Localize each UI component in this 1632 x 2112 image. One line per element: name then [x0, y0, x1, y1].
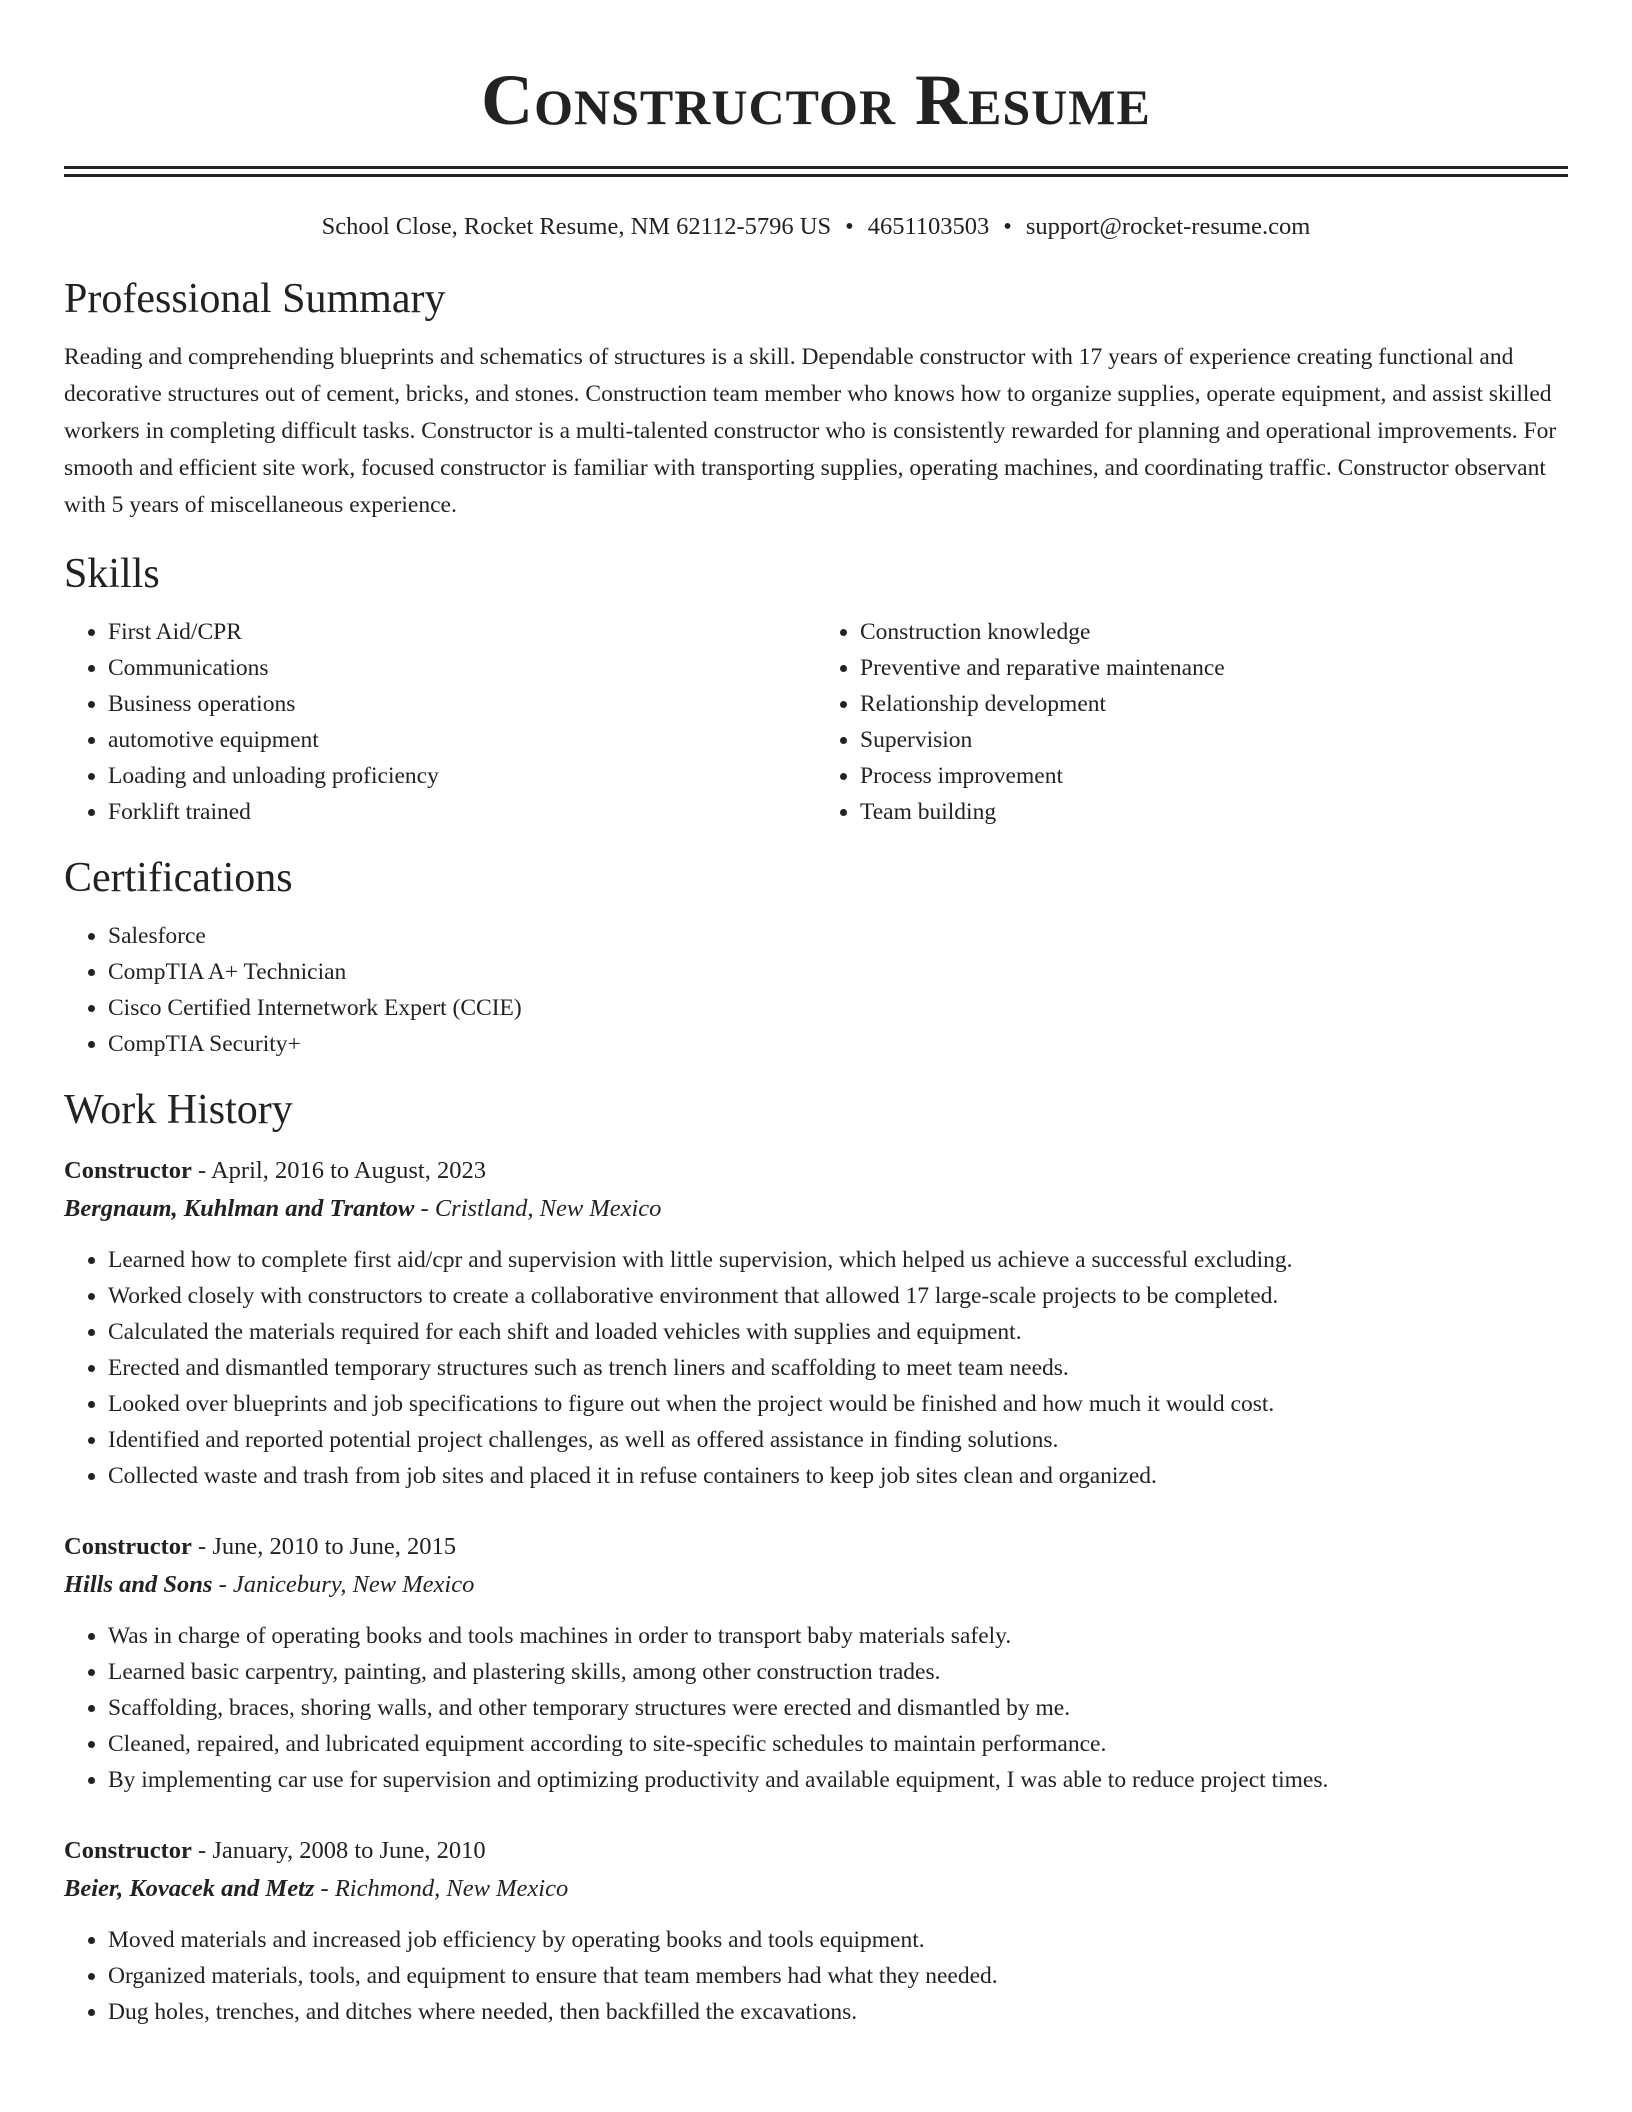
skill-item: • Forklift trained — [108, 794, 816, 830]
job-entry — [64, 1152, 1568, 1494]
job-duties — [64, 1618, 1568, 1798]
job-company: Beier, Kovacek and Metz — [64, 1875, 315, 1902]
contact-phone: 4651103503 — [867, 213, 990, 240]
skills-list-left — [64, 614, 816, 830]
skill-item: • Supervision — [860, 722, 1568, 758]
job-company: Bergnaum, Kuhlman and Trantow — [64, 1195, 415, 1222]
duty-item: • Cleaned, repaired, and lubricated equipment according to site-specific schedules to maintain performance. — [108, 1726, 1568, 1762]
duty-item: • Learned basic carpentry, painting, and plastering skills, among other construction trades. — [108, 1654, 1568, 1690]
job-location: Richmond, New Mexico — [334, 1875, 569, 1902]
header-divider — [64, 166, 1568, 177]
job-company-line: Beier, Kovacek and Metz - Richmond, New Mexico — [64, 1875, 569, 1902]
job-company-line: Bergnaum, Kuhlman and Trantow - Cristland, New Mexico — [64, 1195, 662, 1222]
certifications-list — [64, 918, 1568, 1062]
job-company-line: Hills and Sons - Janicebury, New Mexico — [64, 1571, 475, 1598]
resume-title: Constructor Resume — [481, 60, 1151, 140]
skill-item: • Preventive and reparative maintenance — [860, 650, 1568, 686]
certification-item: • Cisco Certified Internetwork Expert (CCIE) — [108, 990, 1568, 1026]
duty-item: • By implementing car use for supervision and optimizing productivity and available equipment, I was able to reduce project times. — [108, 1762, 1568, 1798]
job-dates: June, 2010 to June, 2015 — [212, 1533, 456, 1560]
duty-item: • Moved materials and increased job efficiency by operating books and tools equipment. — [108, 1922, 1568, 1958]
skill-item: • Team building — [860, 794, 1568, 830]
contact-email[interactable]: support@rocket-resume.com — [1025, 213, 1311, 240]
skill-item: • automotive equipment — [108, 722, 816, 758]
job-company: Hills and Sons — [64, 1571, 213, 1598]
skill-item: • First Aid/CPR — [108, 614, 816, 650]
certification-item: • CompTIA Security+ — [108, 1026, 1568, 1062]
contact-address: School Close, Rocket Resume, NM 62112-5796 US — [321, 213, 832, 240]
work-history-heading: Work History — [64, 1087, 293, 1133]
job-entry — [64, 1528, 1568, 1798]
skill-item: • Process improvement — [860, 758, 1568, 794]
job-dates: April, 2016 to August, 2023 — [210, 1157, 486, 1184]
job-duties — [64, 1242, 1568, 1494]
job-duties — [64, 1922, 1568, 2030]
skill-item: • Communications — [108, 650, 816, 686]
duty-item: • Scaffolding, braces, shoring walls, and other temporary structures were erected and dismantled by me. — [108, 1690, 1568, 1726]
certification-item: • CompTIA A+ Technician — [108, 954, 1568, 990]
contact-separator: • — [1003, 213, 1012, 240]
job-entry — [64, 1832, 1568, 2030]
skill-item: • Relationship development — [860, 686, 1568, 722]
duty-item: • Erected and dismantled temporary structures such as trench liners and scaffolding to meet team needs. — [108, 1350, 1568, 1386]
duty-item: • Was in charge of operating books and tools machines in order to transport baby materials safely. — [108, 1618, 1568, 1654]
duty-item: • Learned how to complete first aid/cpr and supervision with little supervision, which helped us achieve a successful excluding. — [108, 1242, 1568, 1278]
duty-item: • Calculated the materials required for each shift and loaded vehicles with supplies and equipment. — [108, 1314, 1568, 1350]
skills-list-right — [816, 614, 1568, 830]
job-location: Cristland, New Mexico — [434, 1195, 662, 1222]
job-title: Constructor — [64, 1533, 192, 1560]
job-title: Constructor — [64, 1837, 192, 1864]
certifications-heading: Certifications — [64, 855, 293, 901]
duty-item: • Dug holes, trenches, and ditches where needed, then backfilled the excavations. — [108, 1994, 1568, 2030]
job-title-line: Constructor - January, 2008 to June, 2010 — [64, 1837, 486, 1864]
job-title-line: Constructor - April, 2016 to August, 2023 — [64, 1157, 486, 1184]
skills-columns — [64, 614, 1568, 830]
job-title-line: Constructor - June, 2010 to June, 2015 — [64, 1533, 456, 1560]
skill-item: • Loading and unloading proficiency — [108, 758, 816, 794]
skill-item: • Construction knowledge — [860, 614, 1568, 650]
duty-item: • Organized materials, tools, and equipment to ensure that team members had what they needed. — [108, 1958, 1568, 1994]
summary-text: Reading and comprehending blueprints and schematics of structures is a skill. Dependable constructor with 17 years of experience creating functional and decorative structures out of cement, bricks, and stones. Construction team member who knows how to organize supplies, operate equipment, and assist skilled workers in completing difficult tasks. Constructor is a multi-talented constructor who is consistently rewarded for planning and operational improvements. For smooth and efficient site work, focused constructor is familiar with transporting supplies, operating machines, and coordinating traffic. Constructor observant with 5 years of miscellaneous experience. — [64, 344, 1557, 518]
summary-heading: Professional Summary — [64, 276, 446, 322]
duty-item: • Identified and reported potential project challenges, as well as offered assistance in finding solutions. — [108, 1422, 1568, 1458]
skill-item: • Business operations — [108, 686, 816, 722]
job-title: Constructor — [64, 1157, 192, 1184]
contact-info — [64, 211, 1568, 243]
duty-item: • Looked over blueprints and job specifications to figure out when the project would be finished and how much it would cost. — [108, 1386, 1568, 1422]
job-dates: January, 2008 to June, 2010 — [212, 1837, 486, 1864]
duty-item: • Collected waste and trash from job sites and placed it in refuse containers to keep job sites clean and organized. — [108, 1458, 1568, 1494]
job-location: Janicebury, New Mexico — [232, 1571, 475, 1598]
contact-separator: • — [845, 213, 854, 240]
certification-item: • Salesforce — [108, 918, 1568, 954]
skills-heading: Skills — [64, 551, 160, 597]
duty-item: • Worked closely with constructors to create a collaborative environment that allowed 17 large-scale projects to be completed. — [108, 1278, 1568, 1314]
